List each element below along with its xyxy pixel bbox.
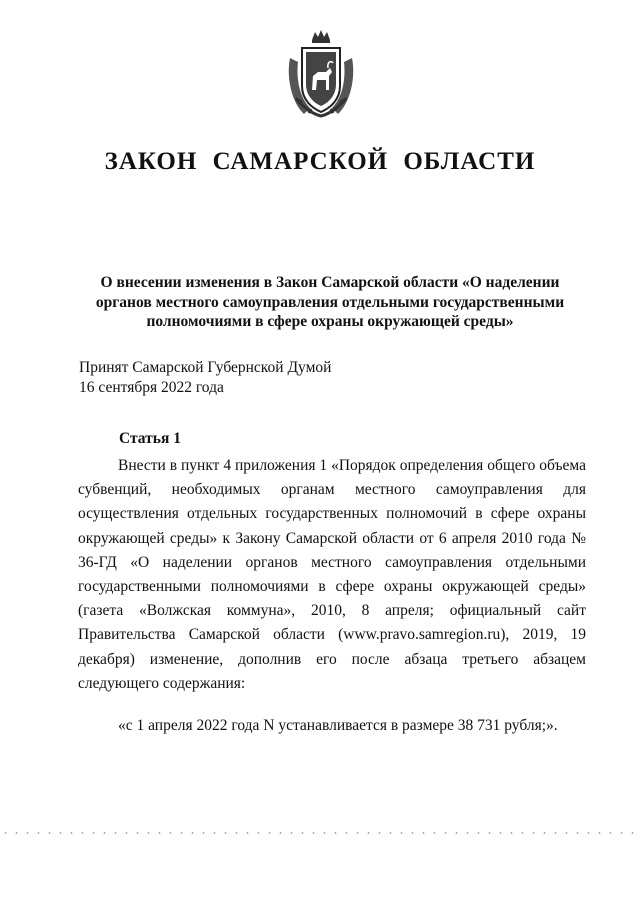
subject-line-3: полномочиями в сфере охраны окружающей среды» bbox=[146, 313, 514, 330]
article-title: Статья 1 bbox=[119, 430, 181, 447]
coat-of-arms-icon bbox=[282, 28, 360, 120]
article-body bbox=[78, 454, 586, 696]
law-title: ЗАКОН САМАРСКОЙ ОБЛАСТИ bbox=[104, 148, 536, 175]
article-paragraph: Внести в пункт 4 приложения 1 «Порядок определения общего объема субвенций, необходимых органам местного самоуправления для осуществления отдельных государственных полномочий в сфере охраны окружающей среды» к Закону Самарской области от 6 апреля 2010 года № 36-ГД «О наделении органов местного самоуправления отдельными государственными полномочиями в сфере охраны окружающей среды» (газета «Волжская коммуна», 2010, 8 апреля; официальный сайт Правительства Самарской области (www.pravo.samregion.ru), 2019, 19 декабря) изменение, дополнив его после абзаца третьего абзацем следующего содержания: bbox=[78, 457, 586, 692]
adoption-info bbox=[79, 358, 331, 397]
adoption-date: 16 сентября 2022 года bbox=[79, 378, 224, 396]
scan-artifact-dots bbox=[0, 832, 640, 834]
adoption-body: Принят Самарской Губернской Думой bbox=[79, 359, 332, 376]
subject-line-1: О внесении изменения в Закон Самарской области «О наделении bbox=[100, 274, 560, 291]
law-subject bbox=[95, 273, 565, 332]
subject-line-2: органов местного самоуправления отдельными государственными bbox=[95, 293, 565, 311]
article-quote: «с 1 апреля 2022 года N устанавливается в размере 38 731 рубля;». bbox=[118, 717, 558, 734]
